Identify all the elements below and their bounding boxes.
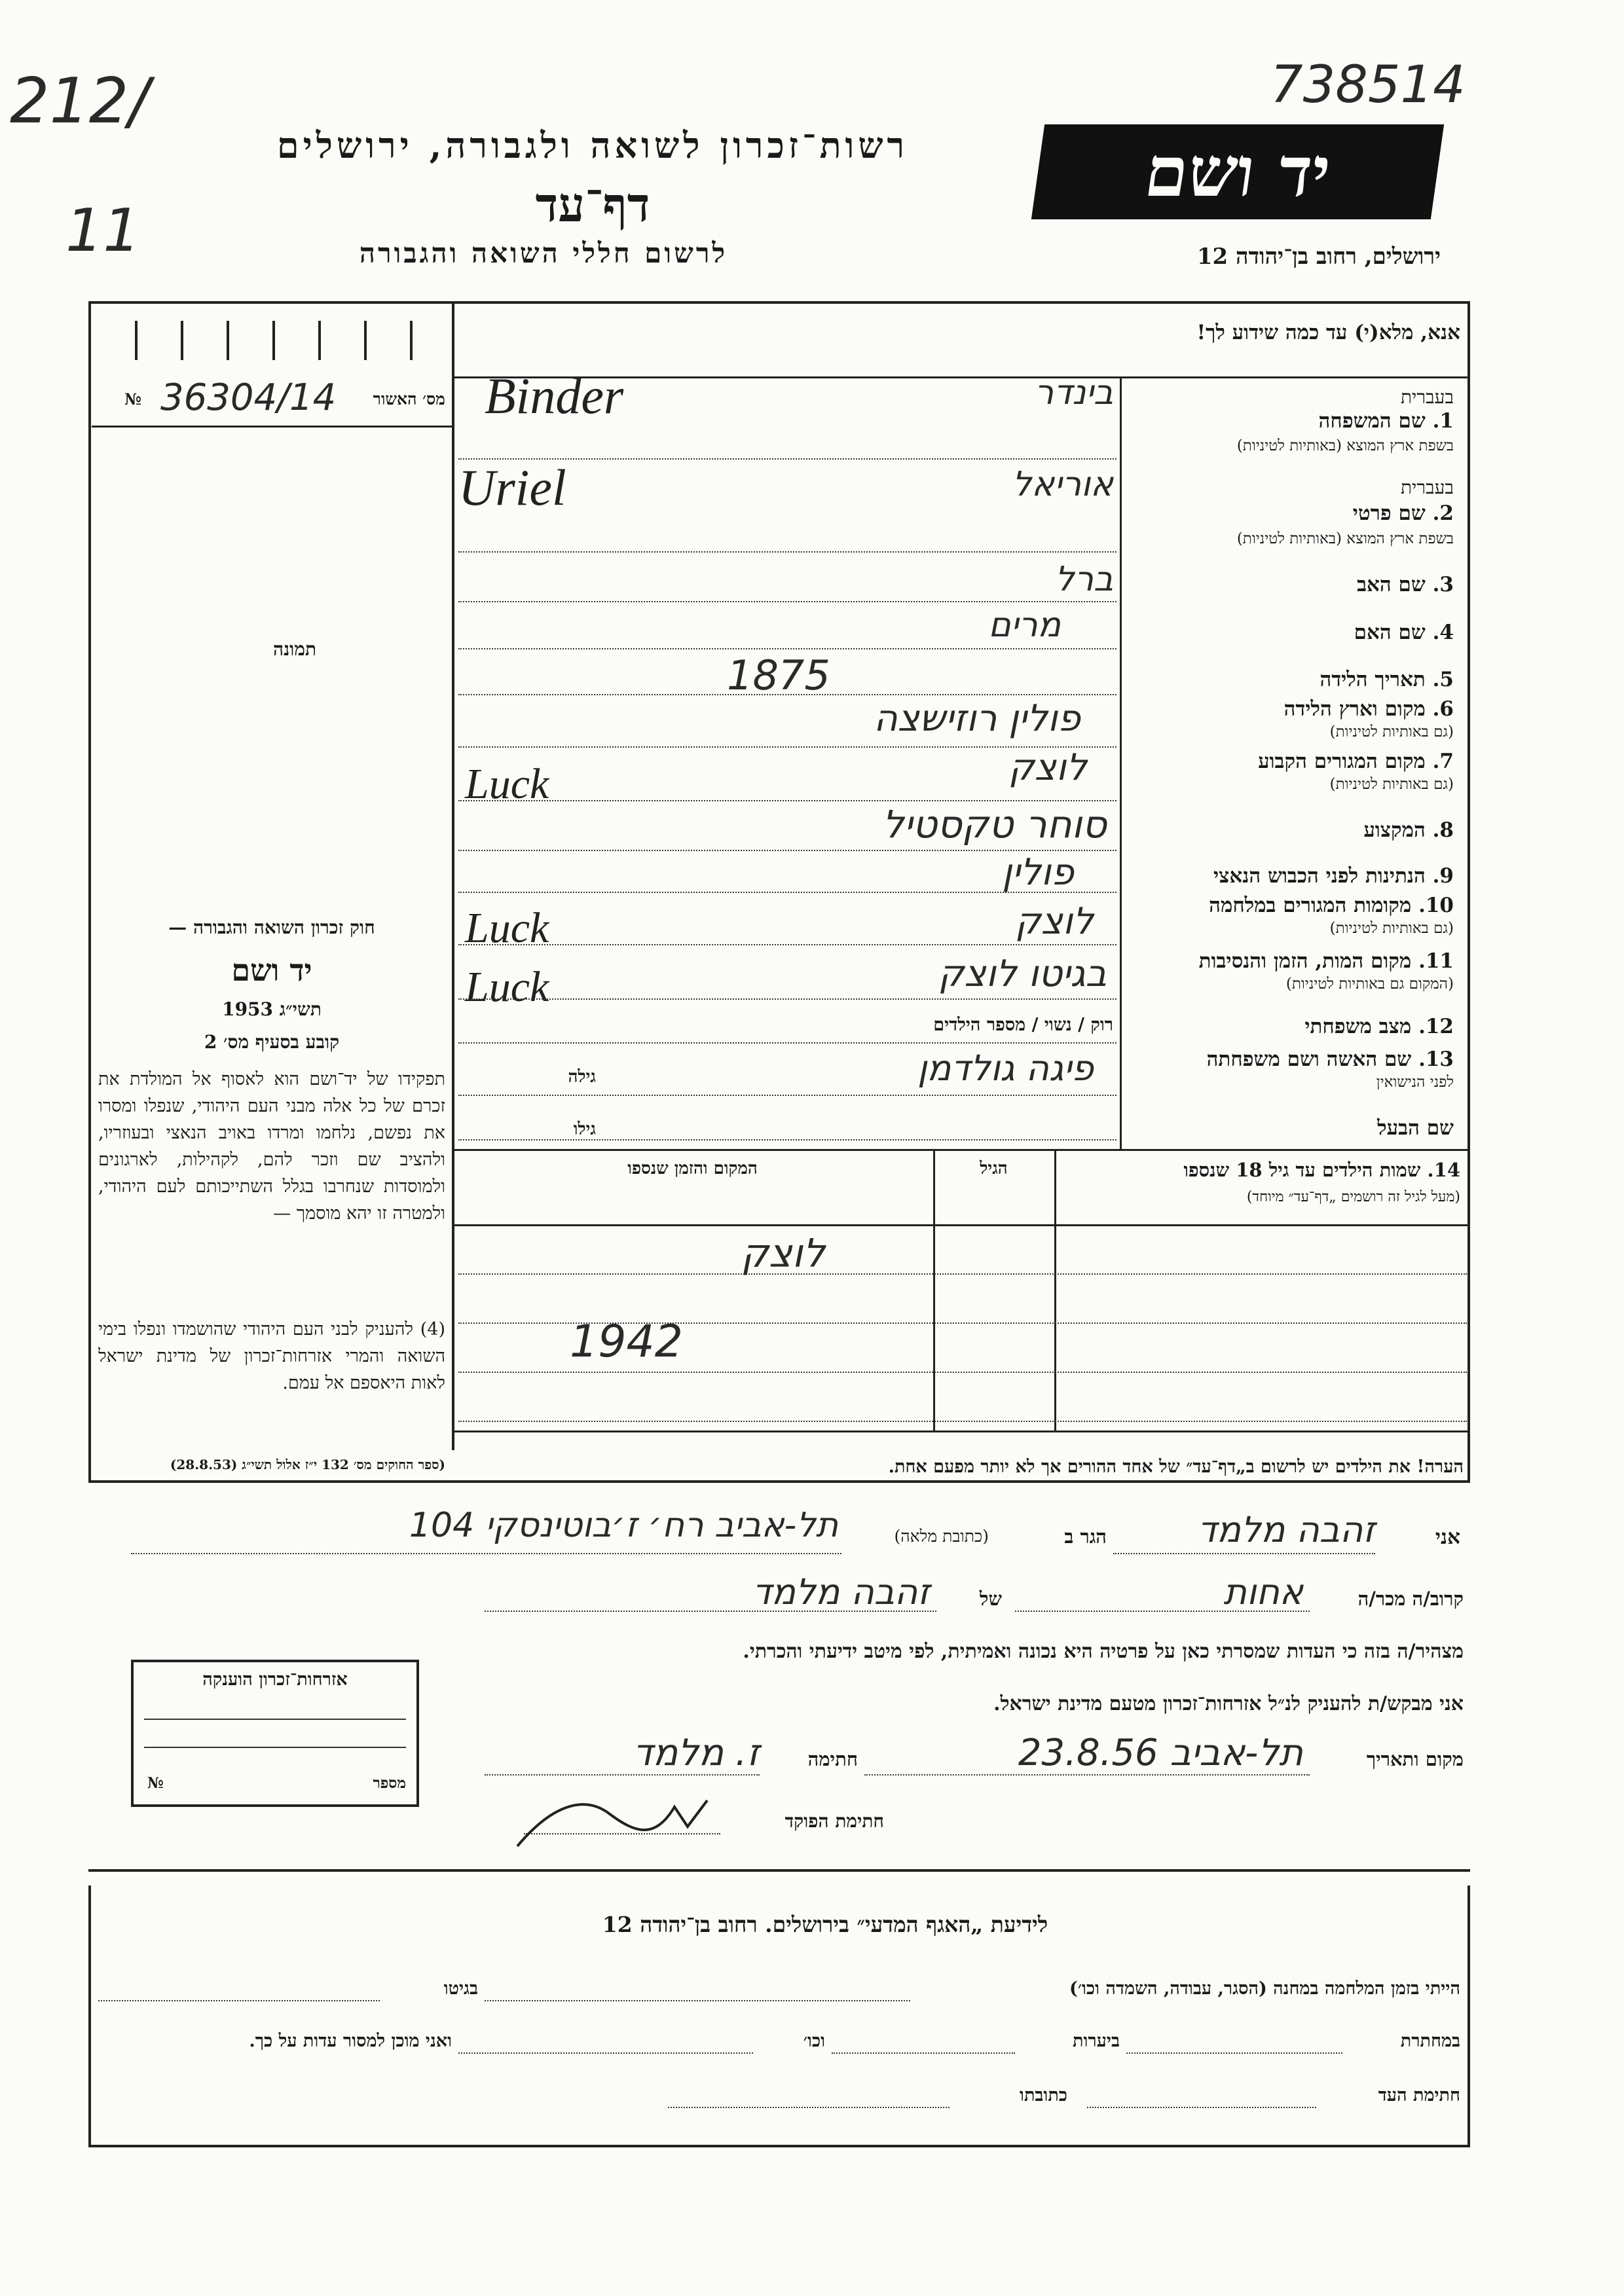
children-subtitle: (מעל לגיל זה רושמים „דף־עד״ מיוחד) xyxy=(1246,1189,1460,1205)
wife-name: פיגה גולדמן xyxy=(917,1048,1094,1089)
children-name-divider xyxy=(1054,1149,1056,1430)
signature-label: חתימה xyxy=(807,1748,858,1770)
approval-rule xyxy=(92,426,452,428)
row11-sub: (המקום גם באותיות לטיניות) xyxy=(1285,975,1454,993)
residence-latin: Luck xyxy=(465,760,549,808)
clerk-signature-label: חתימת הפוקד xyxy=(784,1810,884,1832)
photo-label: תמונה xyxy=(272,638,317,660)
corner-handwritten-mark: 11 xyxy=(65,196,141,265)
law-clause: קובע בסעיף מס׳ 2 xyxy=(204,1031,340,1053)
law-year: תשי״ג 1953 xyxy=(222,998,322,1020)
law-reference: (ספר החוקים מס׳ 132 י״ז אלול תשי״ג (28.8.53) xyxy=(170,1457,445,1472)
authority-name: רשות־זכרון לשואה ולגבורה, ירושלים xyxy=(276,124,909,166)
row6-label: 6. מקום וארץ הלידה xyxy=(1283,697,1454,721)
row11-label: 11. מקום המות, הזמן והנסיבות xyxy=(1198,949,1454,973)
row9-label: 9. הנתינות לפני הכבוש הנאצי xyxy=(1213,864,1454,888)
husband-age-label: גילו xyxy=(573,1120,596,1139)
given-name-latin: Uriel xyxy=(458,459,566,516)
address-hint: (כתובת מלאה) xyxy=(894,1527,989,1546)
footer-ghetto: בגיטו xyxy=(443,1978,478,1999)
family-name-latin: Binder xyxy=(485,367,624,424)
row4-label: 4. שם האם xyxy=(1354,621,1454,644)
place-date-value: תל-אביב 23.8.56 xyxy=(1018,1732,1303,1774)
row7-label: 7. מקום המגורים הקבוע xyxy=(1258,750,1454,773)
wartime-residence-hebrew: לוצק xyxy=(1014,900,1094,943)
declarant-ani: אני xyxy=(1435,1525,1460,1549)
row7-sub: (גם באותיות לטיניות) xyxy=(1329,776,1454,793)
in-hebrew-label: בעברית xyxy=(1400,386,1454,408)
approval-number: 36304/14 xyxy=(160,376,337,419)
row12-label: 12. מצב משפחתי xyxy=(1304,1015,1454,1038)
declarant-name: זהבה מלמד xyxy=(1197,1509,1375,1550)
law-title: חוק זכרון השואה והגבורה — xyxy=(168,917,375,938)
approval-label: מס׳ האשור xyxy=(373,390,445,409)
nationality: פולין xyxy=(1002,851,1074,894)
approval-ticks xyxy=(92,321,452,360)
declaration-text: מצהיר/ה בזה כי העדות שמסרתי כאן על פרטיה היא נכונה ואמיתית, לפי מיטב ידיעתי והכרתי. xyxy=(743,1640,1464,1663)
death-place-latin: Luck xyxy=(465,963,549,1011)
children-year-value: 1942 xyxy=(570,1316,684,1368)
intro-text: אנא, מלא(י) עד כמה שידוע לך! xyxy=(1196,321,1460,344)
row2-sub: בשפת ארץ המוצא (באותיות לטיניות) xyxy=(1236,530,1454,547)
row8-label: 8. המקצוע xyxy=(1363,818,1454,842)
left-column-divider xyxy=(452,301,454,1450)
row2-label: 2. שם פרטי xyxy=(1352,501,1454,525)
family-name-hebrew: בינדר xyxy=(1034,373,1113,412)
children-title: 14. שמות הילדים עד גיל 18 שנספו xyxy=(1183,1159,1460,1181)
children-place-header: המקום והזמן שנספו xyxy=(627,1159,758,1178)
of-label: של xyxy=(979,1588,1002,1610)
citizenship-request: אני מבקש/ת להעניק לנ״ל אזרחות־זכרון מטעם מדינת ישראל. xyxy=(993,1692,1464,1715)
wife-age-label: גילה xyxy=(568,1067,596,1087)
signature-value: ז. מלמד xyxy=(633,1732,760,1774)
row3-label: 3. שם האב xyxy=(1357,573,1454,596)
footer-ready: ואני מוכן למסור עדות על כך. xyxy=(249,2031,452,2051)
children-age-header: הגיל xyxy=(980,1159,1008,1178)
law-name: יד ושם xyxy=(231,953,312,988)
children-place-value: לוצק xyxy=(741,1231,825,1277)
footer-etc: וכו׳ xyxy=(803,2031,825,2051)
citizenship-number-label: מספר xyxy=(373,1774,406,1792)
clerk-signature-scribble xyxy=(511,1781,727,1853)
law-text: תפקידו של יד־ושם הוא לאסוף אל המולדת את זכרם של כל אלה מבני העם היהודי, שנפלו ומסרו את נפשם, נלחמו ומרדו באויב הנאצי ובעוזריו, ולהציב שם וזכר להם, לקהילות, לארגונים ולמוסדות שנחרבו בגלל השתייכותם לעם היהודי, ולמטרה זו יהא מוסמך — xyxy=(98,1069,445,1224)
row13-sub: לפני הנישואין xyxy=(1376,1074,1454,1091)
row1-label: 1. שם המשפחה xyxy=(1318,409,1454,433)
declarant-address: תל-אביב רח׳ ז׳בוטינסקי 104 xyxy=(409,1506,838,1545)
children-age-divider xyxy=(933,1149,935,1430)
relation-label: קרוב/ה מכר/ה xyxy=(1357,1588,1464,1610)
row6-sub: (גם באותיות לטיניות) xyxy=(1329,723,1454,740)
mother-name: מרים xyxy=(988,606,1061,645)
footer-witness-address: כתובתו xyxy=(1020,2085,1067,2105)
footer-top-rule xyxy=(88,1869,1470,1872)
profession: סוחר טקסטיל xyxy=(882,802,1107,847)
form-title: דף־עד xyxy=(535,177,650,232)
footer-underground: במחתרת xyxy=(1400,2031,1460,2051)
birth-place: פולין רוזישצה xyxy=(874,697,1080,740)
dwelling-label: הגר ב xyxy=(1064,1525,1107,1548)
footer-witness-signature: חתימת העד xyxy=(1378,2085,1460,2105)
husband-label: שם הבעל xyxy=(1377,1116,1454,1140)
place-date-label: מקום ותאריך xyxy=(1366,1748,1464,1770)
wartime-residence-latin: Luck xyxy=(465,904,549,952)
footer-forests: ביערות xyxy=(1072,2031,1120,2051)
header-address: ירושלים, רחוב בן־יהודה 12 xyxy=(1196,244,1441,270)
footer-line1-a: הייתי בזמן המלחמה במחנה (הסגר, עבודה, השמדה וכו׳) xyxy=(1069,1978,1460,1999)
residence-hebrew: לוצק xyxy=(1008,746,1087,789)
citizenship-no-label: № xyxy=(147,1774,164,1792)
note-rule xyxy=(452,1430,1470,1432)
archive-number: 738514 xyxy=(1270,56,1466,115)
corner-handwritten-number: 212/ xyxy=(10,65,150,137)
birth-date: 1875 xyxy=(727,651,830,699)
label-column-divider xyxy=(1120,376,1122,1149)
row5-label: 5. תאריך הלידה xyxy=(1320,668,1454,691)
given-name-hebrew: אוריאל xyxy=(1012,465,1113,504)
row1-sub: בשפת ארץ המוצא (באותיות לטיניות) xyxy=(1236,437,1454,454)
children-note: הערה! את הילדים יש לרשום ב„דף־עד״ של אחד ההורים אך לא יותר מפעם אחת. xyxy=(888,1457,1464,1477)
approval-no-label: № xyxy=(124,390,142,409)
marital-options: רוק / נשוי / מספר הילדים xyxy=(933,1015,1113,1035)
footer-title: לידיעת „האגף המדעי״ בירושלים. רחוב בן־יהודה 12 xyxy=(602,1912,1048,1937)
father-name: ברל xyxy=(1055,560,1113,599)
row10-label: 10. מקומות המגורים במלחמה xyxy=(1209,894,1454,917)
children-top-rule xyxy=(452,1149,1470,1151)
death-place-hebrew: בגיטו לוצק xyxy=(938,953,1107,995)
law-text-clause4: (4) להעניק לבני העם היהודי שהושמדו ונפלו בימי השואה והמרי אזרחות־זכרון של מדינת ישראל לאות היאספם אל עמם. xyxy=(98,1319,445,1393)
relation-value: אחות xyxy=(1223,1571,1303,1613)
yad-vashem-logo: יד ושם xyxy=(1031,124,1444,219)
citizenship-title: אזרחות־זכרון הוענקה xyxy=(202,1669,348,1690)
children-header-rule xyxy=(452,1224,1470,1226)
form-subtitle: לרשום חללי השואה והגבורה xyxy=(359,237,728,269)
row13-label: 13. שם האשה ושם משפחתה xyxy=(1206,1048,1454,1071)
in-hebrew-label-2: בעברית xyxy=(1400,477,1454,498)
row10-sub: (גם באותיות לטיניות) xyxy=(1329,920,1454,937)
of-name: זהבה מלמד xyxy=(752,1571,930,1613)
